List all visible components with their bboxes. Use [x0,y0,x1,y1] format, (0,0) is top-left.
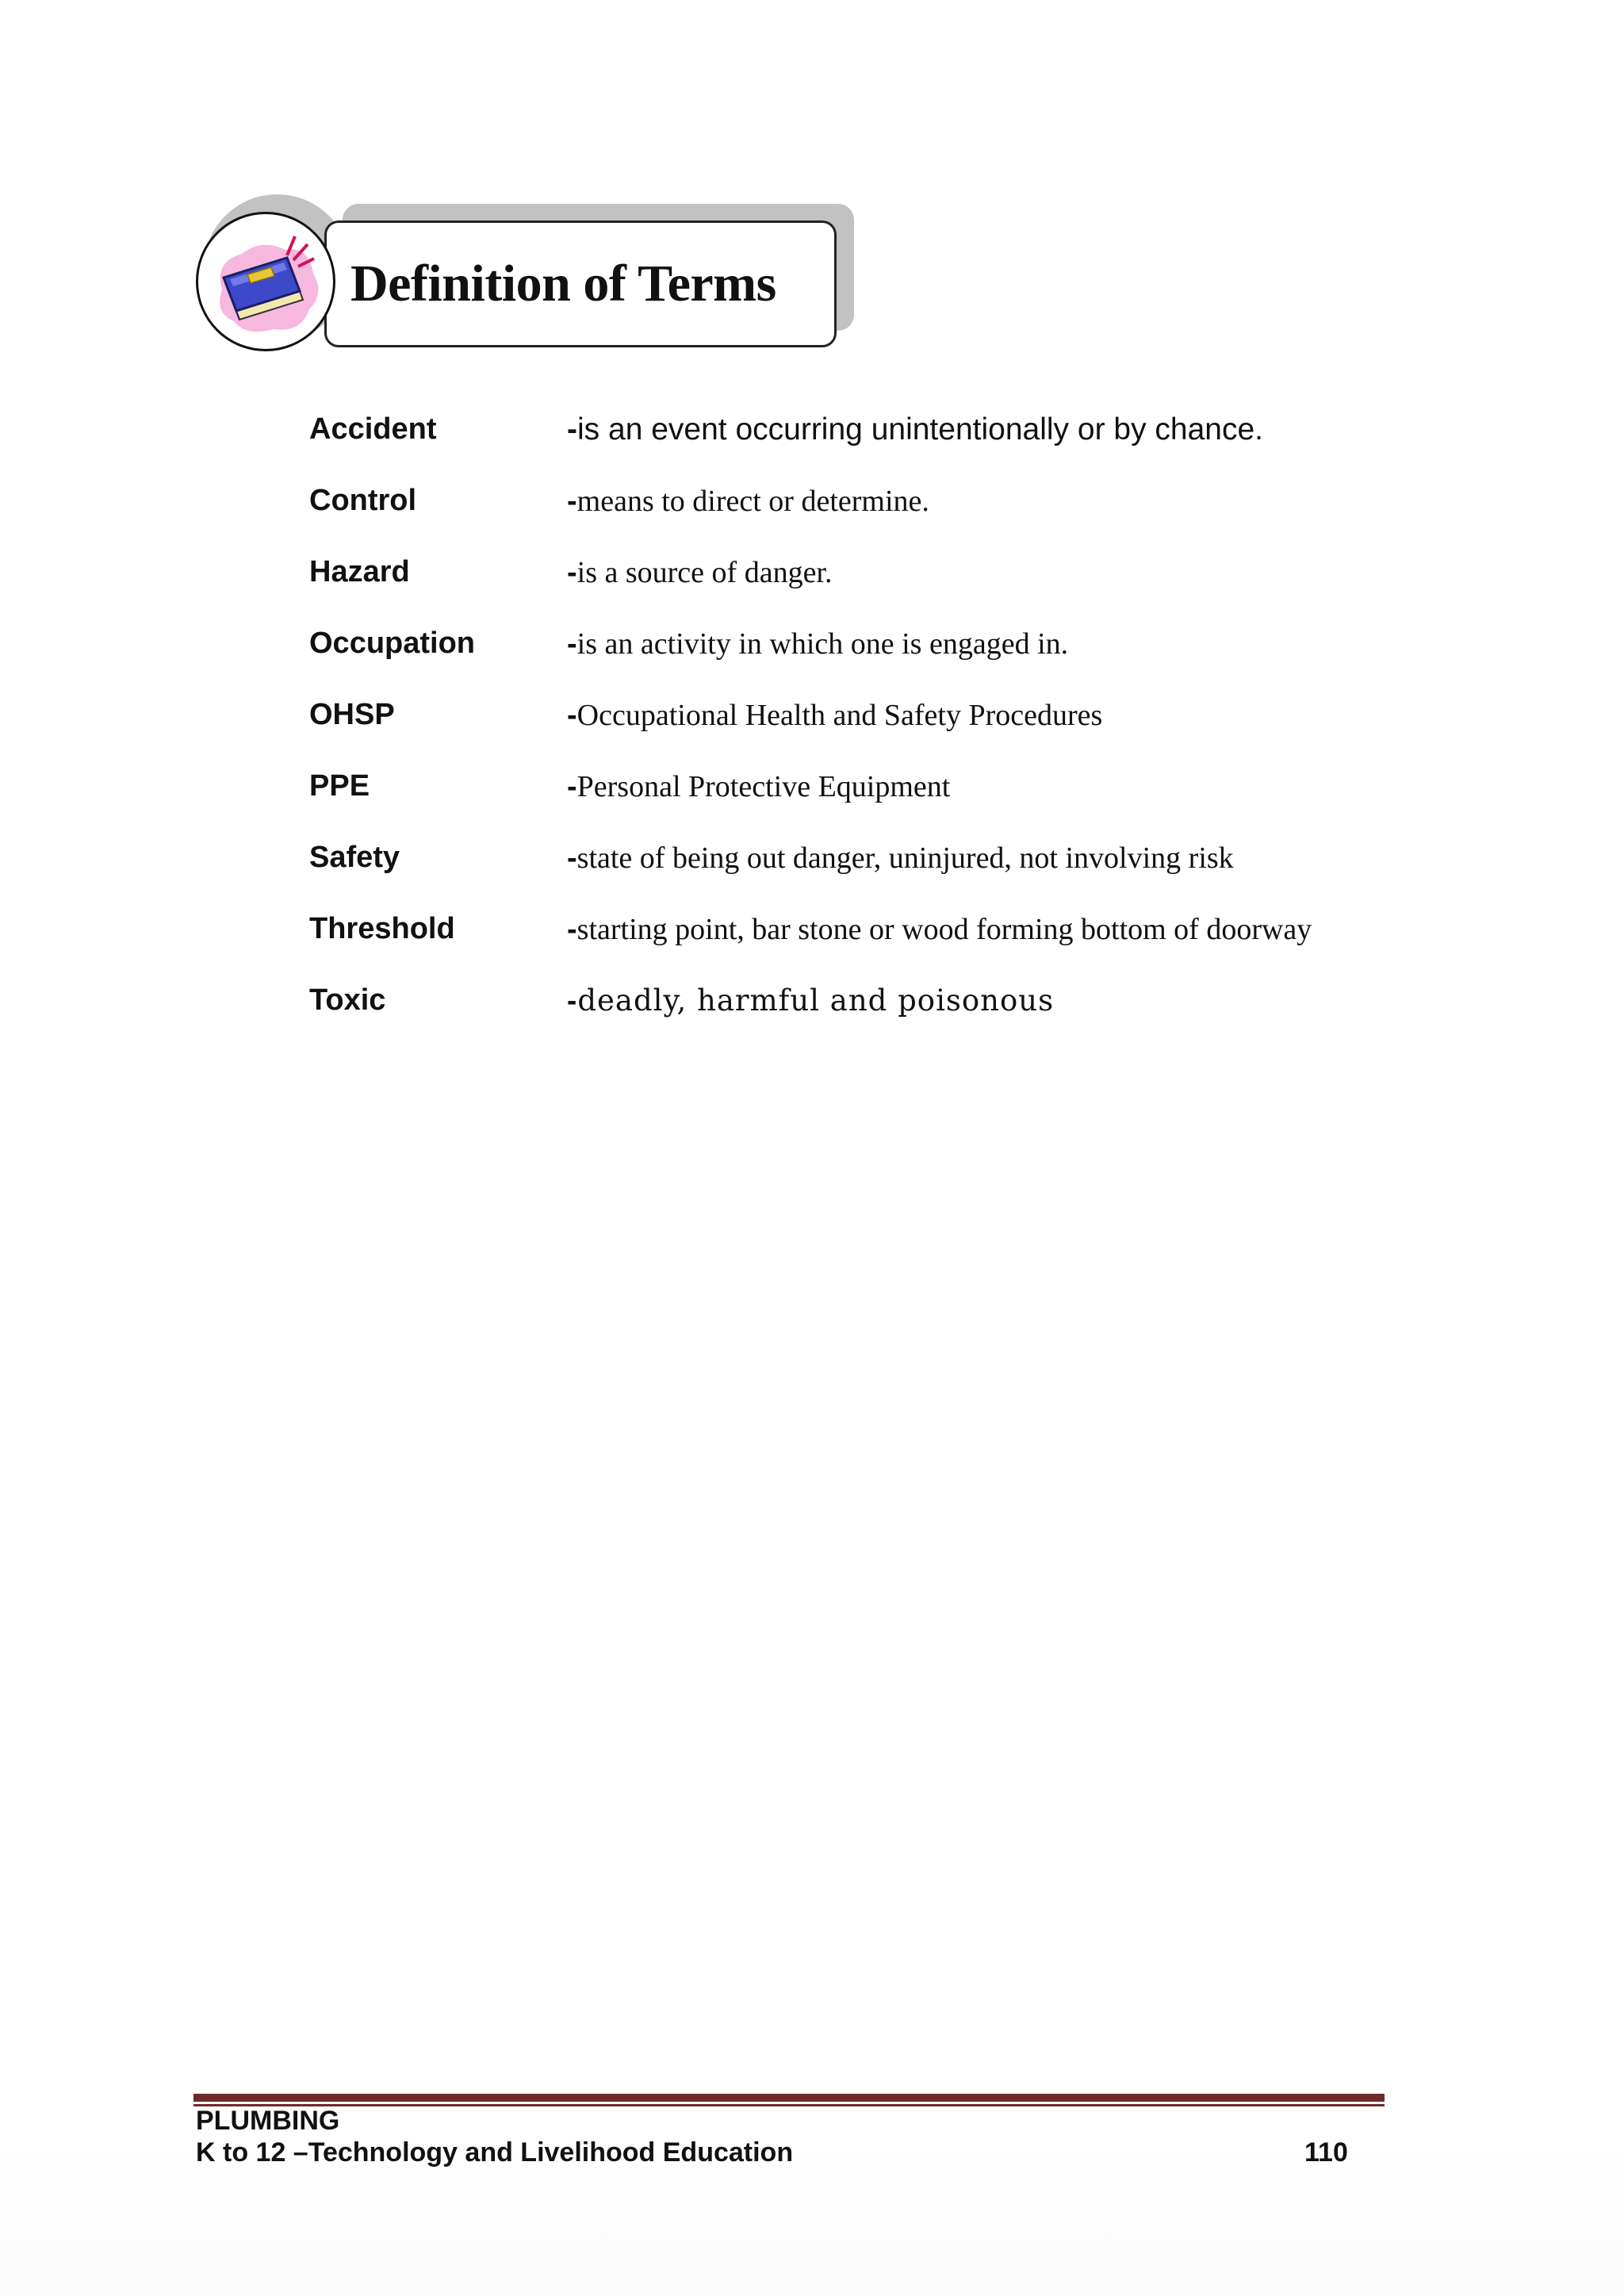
term-label: Accident [309,412,437,446]
page-title: Definition of Terms [350,255,776,312]
definition-row [309,912,1419,983]
definition-text: means to direct or determine. [576,485,929,518]
definition-text: Personal Protective Equipment [576,770,951,803]
definition-row [309,769,1419,841]
footer-rule [193,2094,1385,2102]
dash: - [567,913,577,946]
dash: - [567,770,577,803]
definition-text: is a source of danger. [576,556,833,589]
page-number: 110 [1304,2137,1348,2168]
dash: - [567,485,577,518]
term-definition [567,983,1054,1018]
section-header [196,194,854,353]
term-definition [567,769,950,804]
definition-text: deadly, harmful and poisonous [577,983,1055,1018]
definition-row [309,484,1419,555]
term-definition [567,412,1263,447]
definition-text: is an activity in which one is engaged in. [576,627,1069,661]
term-label: Control [309,484,417,517]
term-definition [567,484,929,519]
definition-row [309,841,1419,912]
book-icon [198,214,333,349]
definition-text: is an event occurring unintentionally or by chance. [577,412,1264,447]
dash: - [567,699,577,732]
definition-row [309,627,1419,698]
term-label: Occupation [309,627,476,660]
term-label: Toxic [309,983,386,1017]
dash: - [567,984,578,1017]
title-box [324,220,837,347]
definition-text: Occupational Health and Safety Procedures [576,699,1103,732]
term-definition [567,555,833,590]
footer-subject: PLUMBING [196,2106,340,2136]
footer-rule-thin [193,2104,1385,2106]
dash: - [567,841,577,875]
definition-text: starting point, bar stone or wood forming bottom of doorway [576,913,1312,946]
definition-row [309,698,1419,769]
term-label: PPE [309,769,370,803]
term-label: OHSP [309,698,395,731]
definition-row [309,555,1419,627]
dash: - [567,627,577,661]
term-definition [567,627,1068,661]
dash: - [567,556,577,589]
term-definition [567,912,1312,947]
term-label: Safety [309,841,400,874]
term-label: Hazard [309,555,410,588]
definition-row [309,983,1419,1055]
term-definition [567,698,1102,733]
footer-course: K to 12 –Technology and Livelihood Education [196,2137,794,2168]
term-label: Threshold [309,912,455,945]
definitions-list [309,412,1419,1055]
book-icon-circle [196,212,335,351]
definition-text: state of being out danger, uninjured, not involving risk [576,841,1234,875]
dash: - [567,412,577,447]
definition-row [309,412,1419,484]
term-definition [567,841,1234,876]
